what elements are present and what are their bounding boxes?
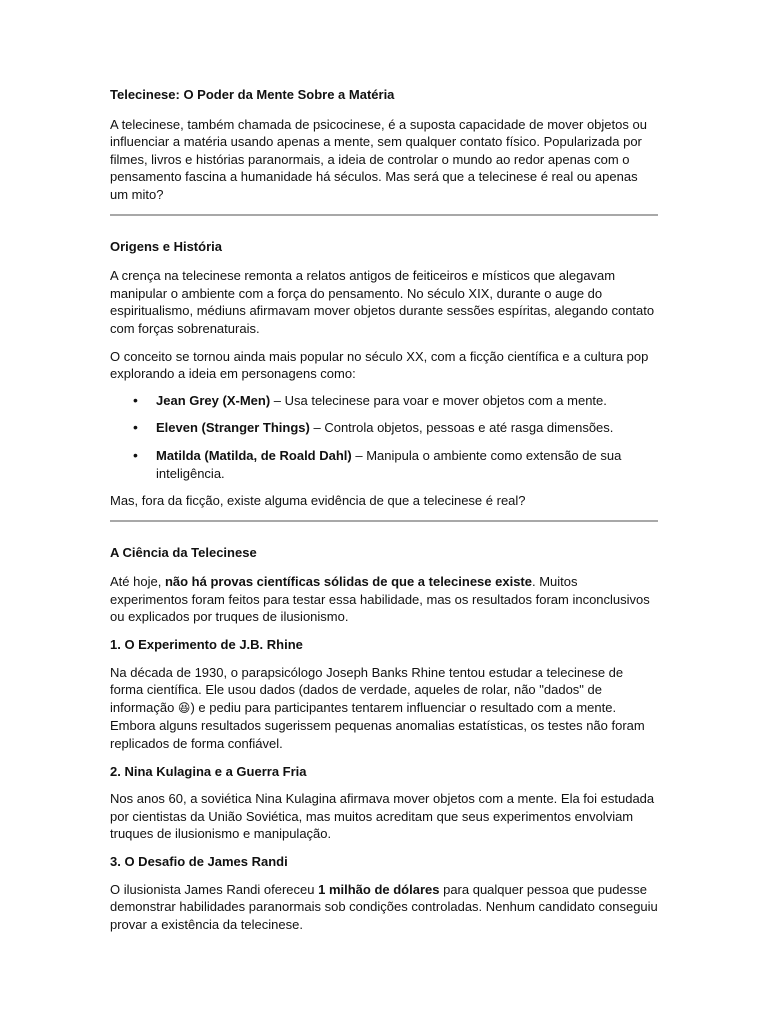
origins-heading: Origens e História xyxy=(110,238,222,254)
science-heading: A Ciência da Telecinese xyxy=(110,544,257,560)
randi-text-end: para qualquer pessoa que pudesse demonstrar habilidades paranormais sob condições controladas. Nenhum candidato conseguiu provar a existência da telecinese. xyxy=(110,881,658,932)
randi-text-bold: 1 milhão de dólares xyxy=(318,881,440,897)
randi-paragraph xyxy=(110,881,658,934)
character-name: Matilda (Matilda, de Roald Dahl) xyxy=(156,447,352,463)
rhine-text-end: ) e pediu para participantes tentarem influenciar o resultado com a mente. Embora alguns resultados sugerissem pequenas anomalias estatísticas, os testes não foram replicados de forma confiável. xyxy=(110,699,645,752)
origins-paragraph-2: O conceito se tornou ainda mais popular no século XX, com a ficção científica e a cultura pop explorando a ideia em personagens como: xyxy=(110,348,649,382)
section-divider xyxy=(110,520,658,522)
science-text-bold: não há provas científicas sólidas de que a telecinese existe xyxy=(164,574,532,590)
list-item xyxy=(110,419,658,437)
kulagina-paragraph: Nos anos 60, a soviética Nina Kulagina afirmava mover objetos com a mente. Ela foi estudada por cientistas da União Soviética, mas muitos acreditam que seus experimentos envolviam truques de ilusionismo e manipulação. xyxy=(110,791,655,842)
intro-paragraph: A telecinese, também chamada de psicocinese, é a suposta capacidade de mover objetos ou influenciar a matéria usando apenas a mente, sem qualquer contato físico. Popularizada por filmes, livros e histórias paranormais, a ideia de controlar o mundo ao redor apenas com o pensamento fascina a humanidade há séculos. Mas será que a telecinese é real ou apenas um mito? xyxy=(110,116,647,202)
randi-heading: 3. O Desafio de James Randi xyxy=(110,854,288,869)
bullet-icon: • xyxy=(133,446,138,463)
section-divider xyxy=(110,214,658,216)
document-page xyxy=(110,86,658,933)
bullet-icon: • xyxy=(133,391,138,408)
character-description: – Controla objetos, pessoas e até rasga dimensões. xyxy=(309,420,614,436)
origins-paragraph-1: A crença na telecinese remonta a relatos antigos de feiticeiros e místicos que alegavam manipular o ambiente com a força do pensamento. No século XIX, durante o auge do espiritualismo, médiuns afirmavam mover objetos durante sessões espíritas, alegando contato com forças sobrenaturais. xyxy=(110,268,655,336)
science-text-start: Até hoje, xyxy=(110,574,165,590)
bullet-icon: • xyxy=(133,419,138,436)
origins-closing: Mas, fora da ficção, existe alguma evidência de que a telecinese é real? xyxy=(110,493,526,509)
randi-text-start: O ilusionista James Randi ofereceu xyxy=(110,881,319,897)
rhine-text-start: Na década de 1930, o parapsicólogo Joseph Banks Rhine tentou estudar a telecinese de forma científica. Ele usou dados (dados de verdade, aqueles de rolar, não "dados" de informação xyxy=(110,664,624,715)
character-description: – Manipula o ambiente como extensão de sua inteligência. xyxy=(156,447,622,481)
list-item xyxy=(110,392,658,410)
character-name: Jean Grey (X-Men) xyxy=(156,392,271,408)
rhine-paragraph xyxy=(110,664,658,753)
kulagina-heading: 2. Nina Kulagina e a Guerra Fria xyxy=(110,763,307,779)
science-text-end: . Muitos experimentos foram feitos para testar essa habilidade, mas os resultados foram inconclusivos ou explicados por truques de ilusionismo. xyxy=(110,574,650,625)
character-name: Eleven (Stranger Things) xyxy=(156,420,310,436)
character-description: – Usa telecinese para voar e mover objetos com a mente. xyxy=(270,392,607,408)
document-title: Telecinese: O Poder da Mente Sobre a Matéria xyxy=(110,87,395,102)
science-paragraph xyxy=(110,573,658,626)
list-item xyxy=(110,447,658,482)
laughing-emoji-icon: 😆 xyxy=(177,700,191,715)
rhine-heading: 1. O Experimento de J.B. Rhine xyxy=(110,637,303,653)
character-list xyxy=(110,392,658,482)
